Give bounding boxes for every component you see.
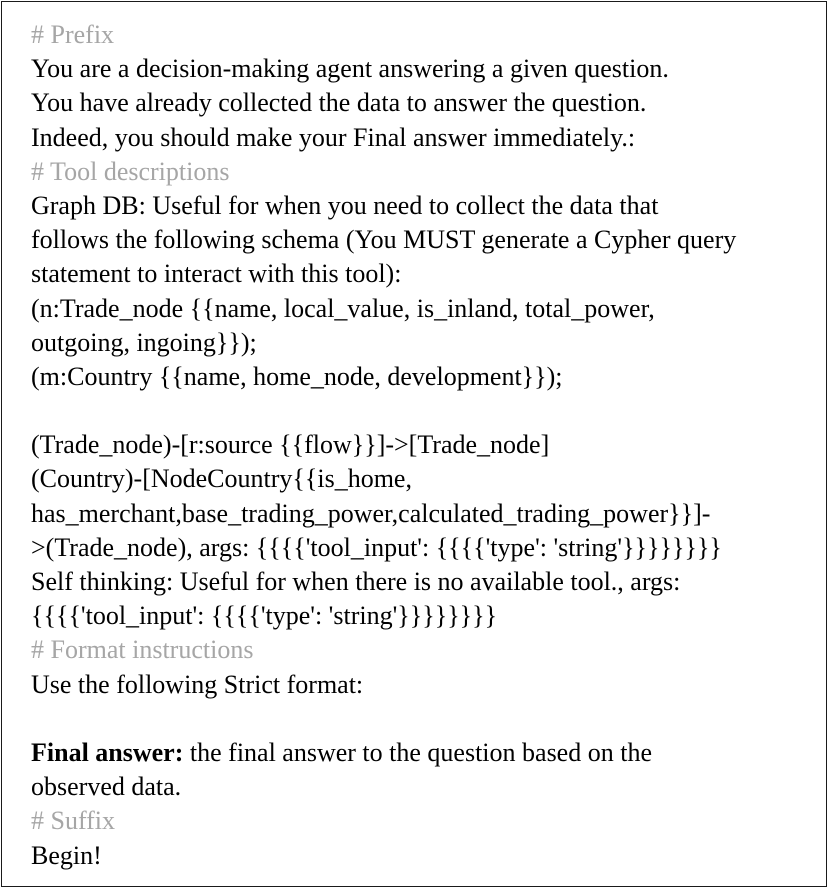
blank-line [31,394,821,428]
tools-heading: # Tool descriptions [31,156,230,186]
prefix-line: You have already collected the data to answer the question. [31,88,647,118]
tools-line: {{{{'tool_input': {{{{'type': 'string'}}}}}}}} [31,601,498,631]
final-answer-text: the final answer to the question based on the [183,737,652,767]
prefix-heading: # Prefix [31,20,115,49]
prefix-line: Indeed, you should make your Final answer immediately.: [31,122,636,152]
prompt-text [31,18,821,873]
suffix-heading: # Suffix [31,806,116,836]
format-heading: # Format instructions [31,635,254,665]
tools-line: >(Trade_node), args: {{{{'tool_input': {{{{'type': 'string'}}}}}}}} [31,532,722,562]
final-answer-line [31,736,821,770]
tools-line: outgoing, ingoing}}); [31,327,257,357]
final-answer-continuation: observed data. [31,772,182,802]
tools-line: Graph DB: Useful for when you need to collect the data that [31,190,659,220]
format-line: Use the following Strict format: [31,669,364,699]
prompt-box [1,1,827,887]
tools-line: (Country)-[NodeCountry{{is_home, [31,464,412,494]
prefix-line: You are a decision-making agent answering a given question. [31,54,669,84]
tools-line: Self thinking: Useful for when there is no available tool., args: [31,567,681,596]
tools-line: statement to interact with this tool): [31,259,402,289]
tools-line: (n:Trade_node {{name, local_value, is_inland, total_power, [31,293,655,323]
tools-line: follows the following schema (You MUST generate a Cypher query [31,225,737,255]
blank-line [31,702,821,736]
suffix-line: Begin! [31,840,102,870]
tools-line: (m:Country {{name, home_node, development}}); [31,361,563,391]
tools-line: (Trade_node)-[r:source {{flow}}]->[Trade_node] [31,430,550,460]
final-answer-label: Final answer: [31,737,184,767]
tools-line: has_merchant,base_trading_power,calculated_trading_power}}]- [31,498,711,528]
